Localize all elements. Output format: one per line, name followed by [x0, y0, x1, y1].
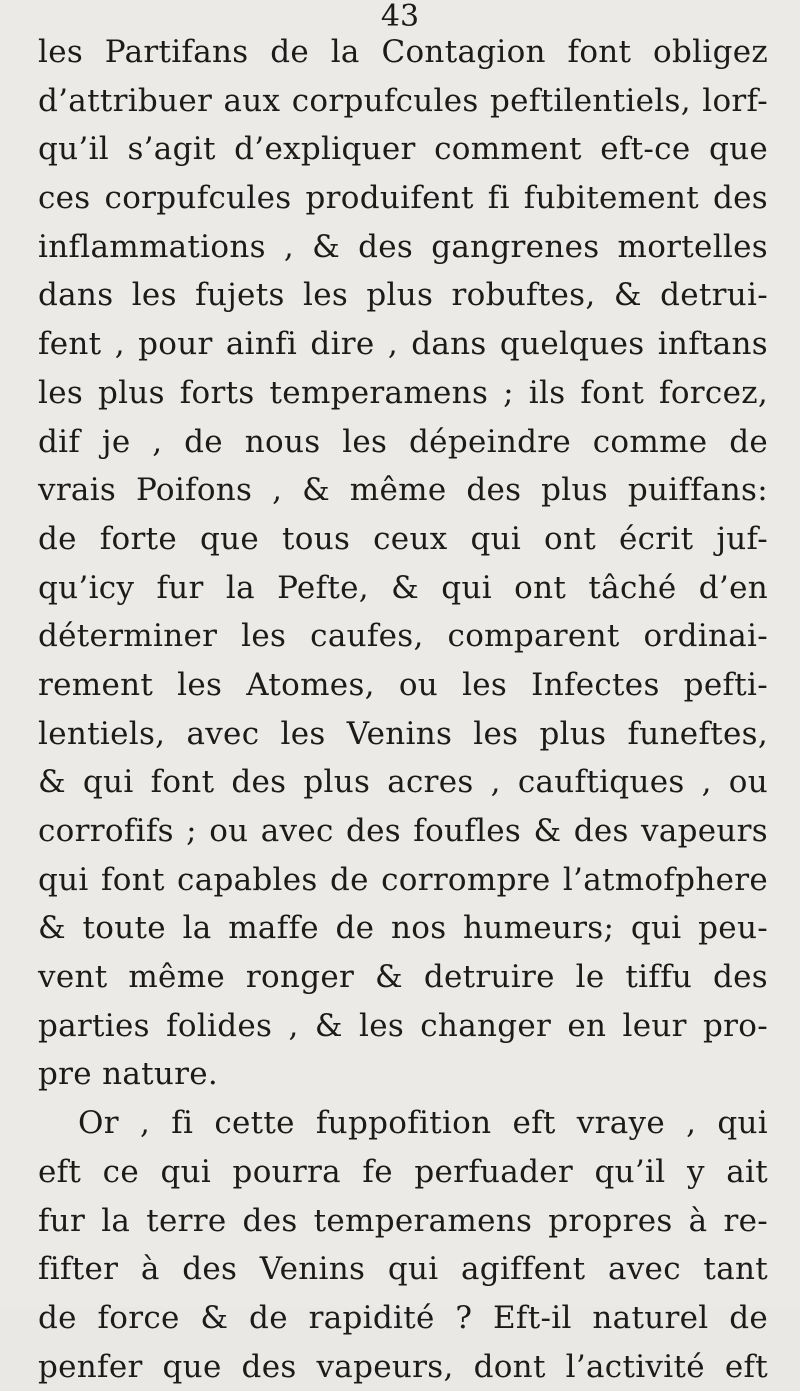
text-line: & qui font des plus acres , cauftiques , ou	[38, 764, 768, 801]
page-number: 43	[380, 0, 420, 34]
text-line: qui font capables de corrompre l’atmofphere	[38, 861, 768, 898]
text-line: ces corpufcules produifent fi fubitement des	[38, 180, 768, 217]
text-line: de forte que tous ceux qui ont écrit juf-	[38, 520, 768, 557]
text-line: rement les Atomes, ou les Infectes pefti-	[38, 666, 768, 703]
text-line: & toute la maffe de nos humeurs; qui peu-	[38, 910, 768, 947]
text-line: dans les fujets les plus robuftes, & detrui-	[38, 277, 768, 314]
text-line: les Partifans de la Contagion font obligez	[38, 34, 768, 70]
text-line: qu’il s’agit d’expliquer comment eft-ce que	[38, 131, 768, 168]
text-line: de force & de rapidité ? Eft-il naturel de	[38, 1299, 768, 1336]
text-line: eft ce qui pourra fe perfuader qu’il y ait	[38, 1153, 768, 1190]
text-line: parties folides , & les changer en leur pro-	[38, 1007, 768, 1044]
text-line: fent , pour ainfi dire , dans quelques inftans	[38, 326, 768, 363]
text-line: dif je , de nous les dépeindre comme de	[38, 423, 768, 460]
text-line: penfer que des vapeurs, dont l’activité eft	[38, 1348, 768, 1385]
body-text	[38, 28, 768, 1391]
text-line: fifter à des Venins qui agiffent avec tant	[38, 1251, 768, 1288]
text-line: lentiels, avec les Venins les plus funeftes,	[38, 715, 768, 752]
text-line: Or , fi cette fuppofition eft vraye , qui	[78, 1105, 768, 1142]
text-line: pre nature.	[38, 1056, 219, 1093]
text-line: d’attribuer aux corpufcules peftilentiels, lorf-	[38, 82, 768, 119]
text-line: fur la terre des temperamens propres à re-	[38, 1202, 768, 1239]
text-line: corrofifs ; ou avec des foufles & des vapeurs	[38, 813, 768, 849]
text-line: inflammations , & des gangrenes mortelles	[38, 228, 768, 265]
text-line: qu’icy fur la Pefte, & qui ont tâché d’en	[38, 569, 768, 606]
text-line: déterminer les caufes, comparent ordinai-	[38, 618, 768, 655]
text-line: les plus forts temperamens ; ils font forcez,	[38, 374, 768, 411]
text-line: vent même ronger & detruire le tiffu des	[38, 959, 768, 996]
text-line: vrais Poifons , & même des plus puiffans:	[38, 472, 768, 509]
